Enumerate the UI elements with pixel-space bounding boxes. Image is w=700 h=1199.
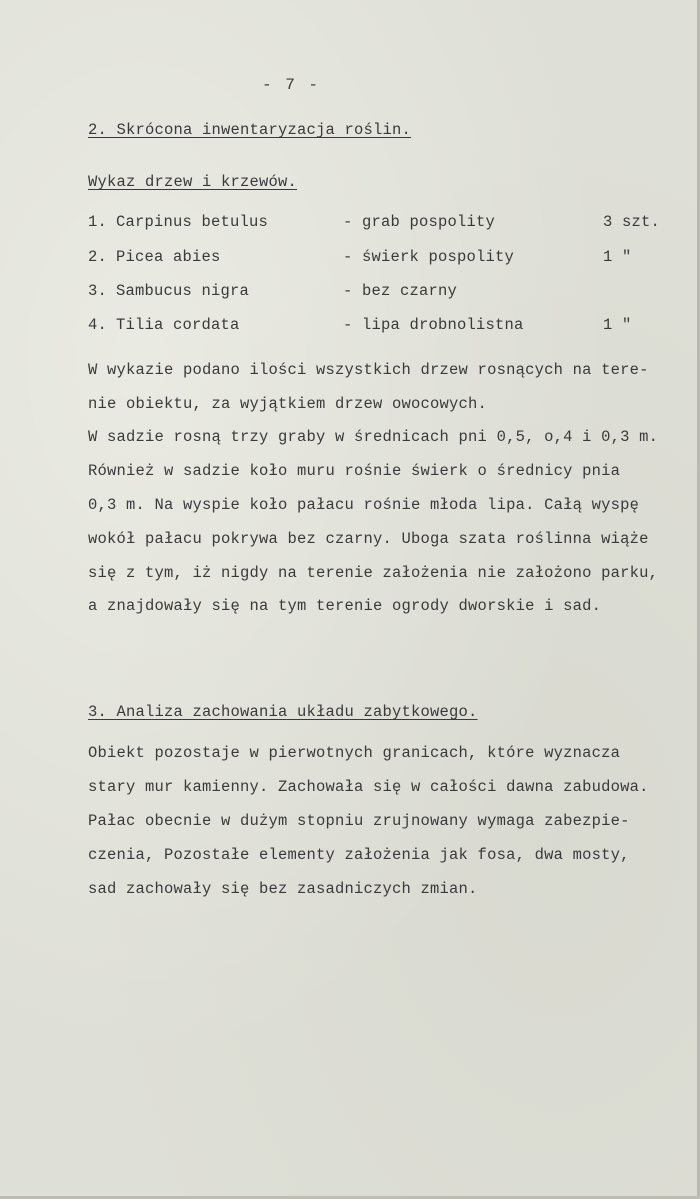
plant-row-number: 3. <box>88 282 108 300</box>
paragraph-line: W sadzie rosną trzy graby w średnicach pni 0,5, o,4 i 0,3 m. <box>88 428 659 446</box>
plant-list-subheading: Wykaz drzew i krzewów. <box>88 173 298 191</box>
plant-row-polish-name: - świerk pospolity <box>343 248 515 266</box>
paragraph-line: Również w sadzie koło muru rośnie świerk o średnicy pnia <box>88 462 621 480</box>
plant-row <box>0 315 700 335</box>
paragraph-line: W wykazie podano ilości wszystkich drzew rosnących na tere- <box>88 361 649 379</box>
plant-row-latin-name: Carpinus betulus <box>116 213 269 231</box>
paragraph-line: się z tym, iż nigdy na terenie założenia nie założono parku, <box>88 564 659 582</box>
plant-row-quantity: 3 szt. <box>603 213 661 231</box>
plant-row-number: 1. <box>88 213 108 231</box>
plant-row-polish-name: - bez czarny <box>343 282 458 300</box>
plant-row-latin-name: Tilia cordata <box>116 316 240 334</box>
plant-row-quantity: 1 " <box>603 316 632 334</box>
paragraph-line: Pałac obecnie w dużym stopniu zrujnowany wymaga zabezpie- <box>88 812 630 830</box>
paragraph-line: czenia, Pozostałe elementy założenia jak fosa, dwa mosty, <box>88 846 630 864</box>
paragraph-line: a znajdowały się na tym terenie ogrody dworskie i sad. <box>88 597 602 615</box>
plant-row-latin-name: Picea abies <box>116 248 221 266</box>
plant-row-polish-name: - grab pospolity <box>343 213 496 231</box>
plant-row-number: 2. <box>88 248 108 266</box>
paragraph-line: sad zachowały się bez zasadniczych zmian. <box>88 880 478 898</box>
plant-row-quantity: 1 " <box>603 248 632 266</box>
plant-row <box>0 247 700 267</box>
section-3-heading: 3. Analiza zachowania układu zabytkowego. <box>88 703 478 721</box>
paragraph-line: stary mur kamienny. Zachowała się w całości dawna zabudowa. <box>88 778 649 796</box>
plant-row <box>0 212 700 232</box>
paragraph-line: nie obiektu, za wyjątkiem drzew owocowych. <box>88 395 488 413</box>
paragraph-line: 0,3 m. Na wyspie koło pałacu rośnie młoda lipa. Całą wyspę <box>88 496 640 514</box>
plant-row-latin-name: Sambucus nigra <box>116 282 250 300</box>
plant-row-polish-name: - lipa drobnolistna <box>343 316 524 334</box>
section-2-heading: 2. Skrócona inwentaryzacja roślin. <box>88 121 412 139</box>
paragraph-line: Obiekt pozostaje w pierwotnych granicach, które wyznacza <box>88 744 621 762</box>
page-number: - 7 - <box>262 76 321 94</box>
plant-row-number: 4. <box>88 316 108 334</box>
paragraph-line: wokół pałacu pokrywa bez czarny. Uboga szata roślinna wiąże <box>88 530 649 548</box>
plant-row <box>0 281 700 301</box>
